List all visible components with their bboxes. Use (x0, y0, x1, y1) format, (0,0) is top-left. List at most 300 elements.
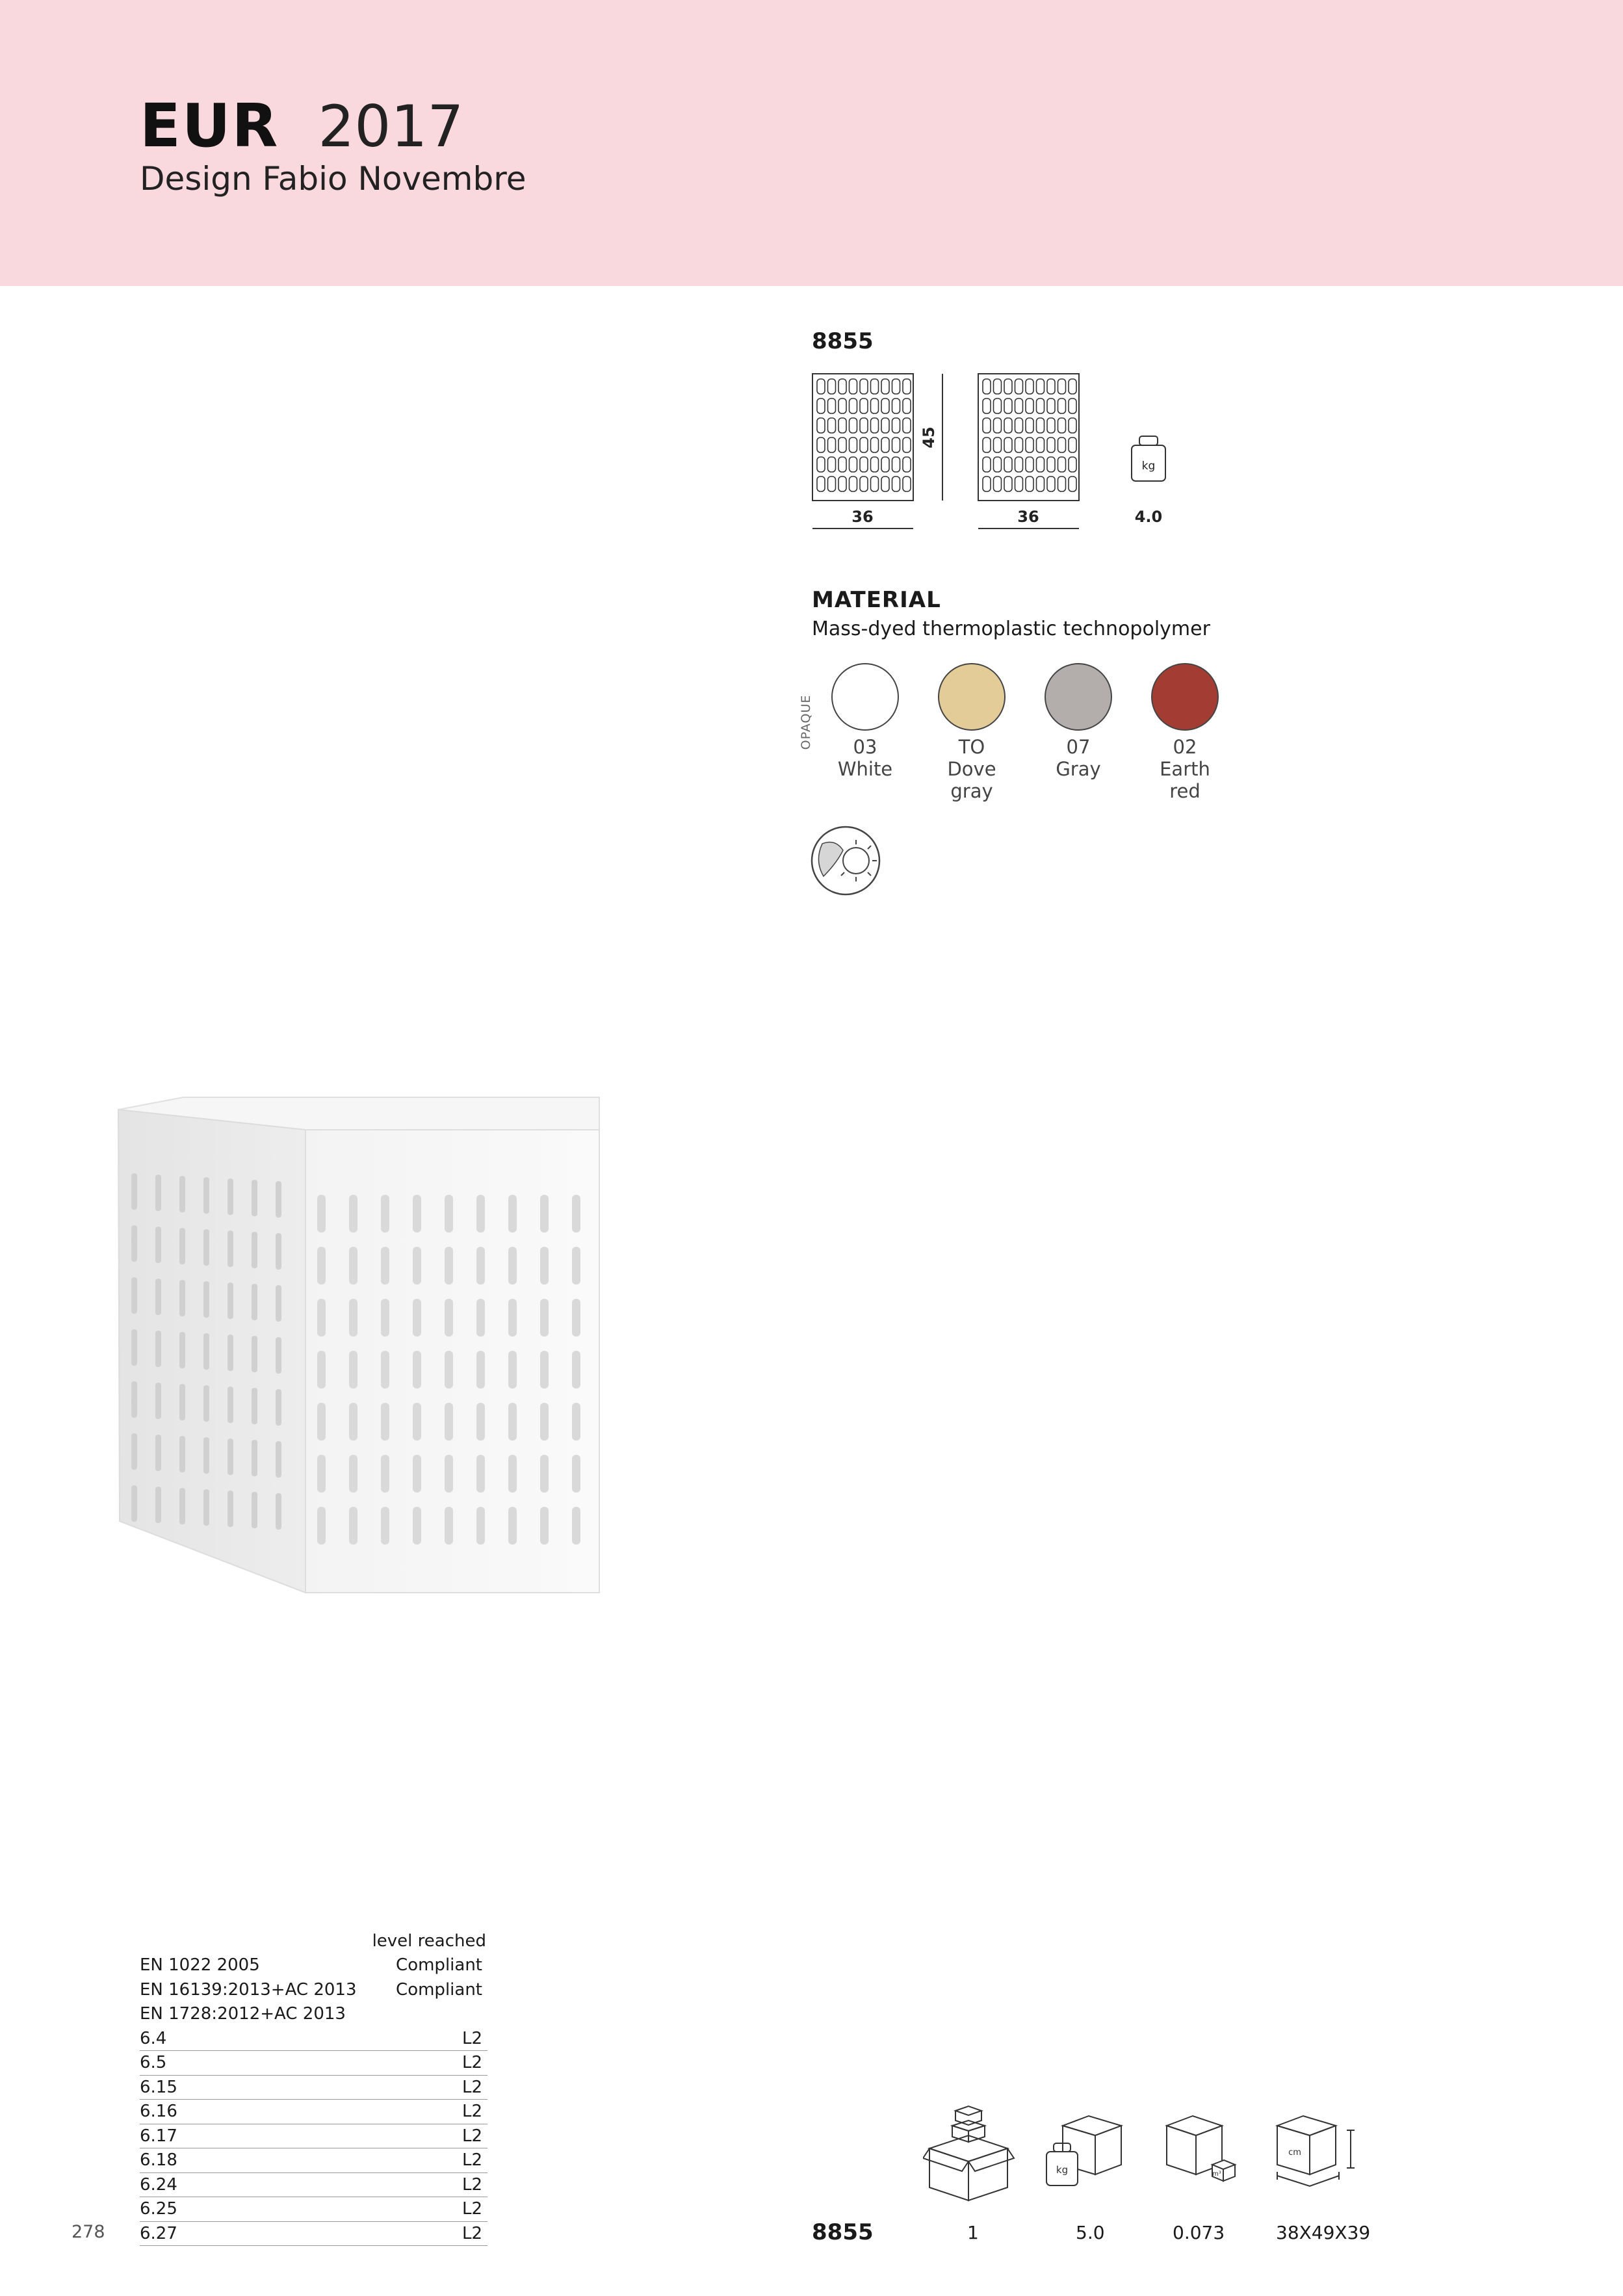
window-recess (381, 1195, 389, 1233)
window-mark (1047, 476, 1055, 491)
color-swatch[interactable] (1023, 663, 1134, 780)
window-mark (850, 418, 857, 433)
window-recess (252, 1180, 257, 1216)
window-mark (860, 476, 868, 491)
test-level: L2 (461, 2223, 482, 2243)
window-mark (892, 476, 900, 491)
window-mark (817, 457, 825, 472)
swatch-code: 02 (1173, 736, 1197, 758)
test-level: L2 (461, 2174, 482, 2195)
packaging-gross-weight: 5.0 (1076, 2222, 1105, 2243)
window-mark (881, 457, 889, 472)
window-recess (413, 1195, 421, 1233)
window-mark (817, 476, 825, 491)
window-mark (903, 418, 911, 433)
window-mark (892, 457, 900, 472)
window-recess (203, 1281, 209, 1318)
window-mark (871, 379, 879, 394)
window-mark (850, 379, 857, 394)
window-mark (994, 437, 1002, 452)
window-mark (1004, 379, 1012, 394)
window-mark (1026, 457, 1033, 472)
window-recess (227, 1231, 233, 1267)
window-mark (850, 437, 857, 452)
window-recess (381, 1247, 389, 1285)
window-recess (227, 1283, 233, 1319)
test-name: 6.18 (140, 2150, 177, 2170)
window-mark (828, 379, 836, 394)
packaging-volume: 0.073 (1173, 2222, 1225, 2243)
window-recess (445, 1403, 453, 1441)
window-mark (838, 418, 846, 433)
test-level: L2 (461, 2199, 482, 2219)
window-mark (903, 398, 911, 413)
test-row (140, 2197, 487, 2222)
standard-row (140, 2002, 487, 2027)
test-row (140, 2051, 487, 2076)
window-recess (252, 1336, 257, 1372)
quantity-per-box-icon (923, 2106, 1014, 2200)
window-recess (131, 1485, 137, 1522)
window-mark (1004, 476, 1012, 491)
window-recess (317, 1247, 326, 1285)
window-mark (1015, 379, 1023, 394)
window-recess (540, 1299, 549, 1337)
window-mark (903, 379, 911, 394)
window-recess (131, 1433, 137, 1470)
window-recess (349, 1247, 357, 1285)
window-recess (155, 1435, 161, 1471)
window-recess (381, 1455, 389, 1493)
window-recess (349, 1299, 357, 1337)
gross-weight-unit: kg (1056, 2164, 1069, 2176)
window-mark (1037, 476, 1045, 491)
window-recess (572, 1455, 580, 1493)
test-name: 6.25 (140, 2199, 177, 2219)
test-level: L2 (461, 2028, 482, 2048)
window-recess (508, 1195, 517, 1233)
window-mark (994, 379, 1002, 394)
window-mark (1058, 476, 1066, 491)
front-width-label: 36 (851, 508, 874, 526)
window-recess (508, 1507, 517, 1545)
swatch-dot (1045, 663, 1112, 731)
window-mark (994, 457, 1002, 472)
window-mark (828, 398, 836, 413)
window-mark (1069, 418, 1076, 433)
window-mark (1058, 398, 1066, 413)
window-mark (1047, 398, 1055, 413)
window-mark (881, 476, 889, 491)
color-swatch[interactable] (916, 663, 1027, 802)
window-mark (1026, 437, 1033, 452)
packaging-quantity: 1 (967, 2222, 979, 2243)
window-mark (1058, 379, 1066, 394)
window-mark (881, 398, 889, 413)
window-mark (983, 437, 991, 452)
window-recess (179, 1176, 185, 1212)
packaging-box-size: 38X49X39 (1276, 2222, 1371, 2243)
window-recess (131, 1277, 137, 1314)
window-mark (1026, 379, 1033, 394)
test-name: 6.17 (140, 2126, 177, 2146)
window-recess (413, 1403, 421, 1441)
window-recess (155, 1331, 161, 1367)
window-recess (413, 1507, 421, 1545)
window-recess (508, 1299, 517, 1337)
window-mark (850, 476, 857, 491)
window-mark (838, 457, 846, 472)
window-recess (155, 1175, 161, 1211)
window-mark (1069, 476, 1076, 491)
window-recess (413, 1299, 421, 1337)
product-title (140, 91, 463, 161)
product-name: EUR (140, 91, 279, 161)
window-mark (1047, 379, 1055, 394)
window-mark (860, 398, 868, 413)
front-view-drawing (812, 374, 913, 528)
test-level: L2 (461, 2102, 482, 2121)
window-mark (850, 457, 857, 472)
page-number: 278 (71, 2222, 105, 2242)
designer-credit: Design Fabio Novembre (140, 160, 526, 198)
window-mark (1015, 457, 1023, 472)
weight-unit-label: kg (1141, 460, 1156, 473)
window-recess (227, 1439, 233, 1475)
test-level: L2 (461, 2150, 482, 2170)
window-recess (131, 1329, 137, 1366)
window-recess (476, 1507, 485, 1545)
window-recess (203, 1437, 209, 1474)
weight-value: 4.0 (1134, 508, 1163, 526)
swatch-name: Earth red (1160, 758, 1210, 802)
window-recess (349, 1455, 357, 1493)
window-recess (445, 1507, 453, 1545)
window-mark (1037, 437, 1045, 452)
window-mark (860, 418, 868, 433)
window-mark (1058, 437, 1066, 452)
window-mark (1026, 418, 1033, 433)
window-recess (203, 1385, 209, 1422)
window-recess (131, 1225, 137, 1262)
window-mark (1047, 457, 1055, 472)
window-mark (1004, 418, 1012, 433)
window-recess (252, 1388, 257, 1424)
window-mark (817, 418, 825, 433)
window-recess (508, 1351, 517, 1389)
window-mark (903, 457, 911, 472)
test-row (140, 2100, 487, 2124)
window-recess (317, 1507, 326, 1545)
window-recess (540, 1351, 549, 1389)
window-mark (860, 457, 868, 472)
box-size-unit: cm (1288, 2148, 1301, 2158)
swatch-code: 03 (853, 736, 877, 758)
window-recess (508, 1455, 517, 1493)
volume-icon (1167, 2116, 1235, 2181)
window-recess (540, 1195, 549, 1233)
window-recess (179, 1384, 185, 1420)
uv-resistance-icon (809, 824, 882, 897)
window-mark (1015, 476, 1023, 491)
window-recess (349, 1351, 357, 1389)
window-mark (1037, 379, 1045, 394)
window-recess (317, 1351, 326, 1389)
window-mark (871, 418, 879, 433)
window-mark (983, 418, 991, 433)
window-mark (903, 437, 911, 452)
window-mark (1047, 418, 1055, 433)
window-mark (1004, 398, 1012, 413)
window-mark (817, 398, 825, 413)
window-mark (1037, 418, 1045, 433)
window-mark (828, 457, 836, 472)
window-recess (317, 1299, 326, 1337)
standard-value: Compliant (396, 1979, 482, 2000)
window-recess (572, 1403, 580, 1441)
window-recess (349, 1507, 357, 1545)
window-mark (983, 398, 991, 413)
window-mark (1004, 457, 1012, 472)
test-name: 6.16 (140, 2102, 177, 2121)
window-mark (1058, 418, 1066, 433)
swatch-dot (831, 663, 899, 731)
window-mark (838, 379, 846, 394)
standard-name: EN 1022 2005 (140, 1955, 260, 1975)
norms-header: level reached (372, 1931, 486, 1951)
test-name: 6.24 (140, 2174, 177, 2195)
window-recess (276, 1337, 281, 1374)
window-recess (179, 1228, 185, 1264)
window-recess (572, 1195, 580, 1233)
window-mark (1037, 398, 1045, 413)
window-recess (155, 1227, 161, 1263)
window-mark (871, 398, 879, 413)
window-mark (994, 418, 1002, 433)
window-recess (413, 1351, 421, 1389)
window-recess (155, 1279, 161, 1315)
window-mark (1069, 398, 1076, 413)
window-recess (179, 1332, 185, 1368)
standard-name: EN 16139:2013+AC 2013 (140, 1979, 357, 2000)
window-recess (445, 1351, 453, 1389)
window-recess (381, 1299, 389, 1337)
window-mark (1015, 418, 1023, 433)
window-mark (1047, 437, 1055, 452)
window-mark (994, 476, 1002, 491)
window-recess (381, 1351, 389, 1389)
window-recess (276, 1233, 281, 1270)
window-mark (1026, 476, 1033, 491)
window-recess (445, 1195, 453, 1233)
window-recess (572, 1351, 580, 1389)
window-mark (1069, 437, 1076, 452)
window-mark (892, 437, 900, 452)
standard-row (140, 1953, 487, 1978)
window-recess (227, 1491, 233, 1527)
window-recess (572, 1507, 580, 1545)
window-recess (476, 1247, 485, 1285)
window-recess (381, 1507, 389, 1545)
window-recess (179, 1280, 185, 1316)
window-recess (540, 1247, 549, 1285)
height-label: 45 (920, 426, 938, 449)
swatch-code: 07 (1066, 736, 1091, 758)
window-recess (540, 1403, 549, 1441)
packaging-icons (923, 2103, 1391, 2207)
window-recess (476, 1403, 485, 1441)
window-mark (1026, 398, 1033, 413)
window-recess (276, 1285, 281, 1322)
window-recess (203, 1333, 209, 1370)
window-recess (476, 1455, 485, 1493)
test-row (140, 2027, 487, 2052)
window-mark (828, 476, 836, 491)
test-row (140, 2076, 487, 2100)
window-recess (572, 1247, 580, 1285)
finish-label: OPAQUE (799, 694, 813, 750)
side-width-label: 36 (1017, 508, 1039, 526)
window-recess (572, 1299, 580, 1337)
window-recess (349, 1403, 357, 1441)
packaging-code: 8855 (812, 2219, 874, 2245)
window-recess (317, 1195, 326, 1233)
dimensions-code: 8855 (812, 328, 874, 354)
window-mark (881, 379, 889, 394)
window-recess (276, 1493, 281, 1530)
test-level: L2 (461, 2126, 482, 2146)
window-recess (131, 1173, 137, 1210)
window-mark (1058, 457, 1066, 472)
window-recess (540, 1507, 549, 1545)
window-recess (227, 1179, 233, 1215)
window-mark (860, 379, 868, 394)
window-recess (203, 1229, 209, 1266)
window-recess (252, 1492, 257, 1528)
window-mark (892, 418, 900, 433)
swatch-name: Gray (1056, 758, 1101, 780)
window-recess (349, 1195, 357, 1233)
window-recess (413, 1455, 421, 1493)
window-recess (413, 1247, 421, 1285)
window-recess (381, 1403, 389, 1441)
weight-icon (1132, 436, 1165, 481)
window-recess (508, 1403, 517, 1441)
window-recess (445, 1247, 453, 1285)
swatch-name: Dove gray (947, 758, 996, 802)
window-recess (317, 1455, 326, 1493)
window-recess (203, 1489, 209, 1526)
test-name: 6.15 (140, 2077, 177, 2097)
side-view-drawing (978, 374, 1079, 528)
volume-unit: m³ (1212, 2171, 1221, 2178)
window-recess (508, 1247, 517, 1285)
window-recess (179, 1488, 185, 1524)
window-mark (817, 437, 825, 452)
product-image (110, 1092, 611, 1599)
window-recess (155, 1487, 161, 1523)
standard-row (140, 1978, 487, 2003)
color-swatch[interactable] (1130, 663, 1240, 802)
product-year: 2017 (318, 93, 464, 160)
color-swatch[interactable] (810, 663, 920, 780)
test-name: 6.5 (140, 2053, 167, 2072)
window-recess (227, 1335, 233, 1371)
window-recess (445, 1455, 453, 1493)
window-mark (1037, 457, 1045, 472)
material-description: Mass-dyed thermoplastic technopolymer (812, 618, 1210, 640)
material-heading: MATERIAL (812, 587, 941, 613)
swatch-code: TO (958, 736, 985, 758)
standard-value: Compliant (396, 1955, 482, 1975)
window-mark (994, 398, 1002, 413)
window-recess (276, 1181, 281, 1218)
window-recess (252, 1232, 257, 1268)
swatch-dot (938, 663, 1006, 731)
window-recess (252, 1284, 257, 1320)
norms-table (140, 1929, 487, 2246)
window-mark (983, 457, 991, 472)
test-name: 6.27 (140, 2223, 177, 2243)
test-level: L2 (461, 2053, 482, 2072)
window-recess (476, 1351, 485, 1389)
window-recess (252, 1440, 257, 1476)
window-mark (983, 476, 991, 491)
swatch-dot (1151, 663, 1219, 731)
window-mark (881, 437, 889, 452)
window-mark (1069, 457, 1076, 472)
window-mark (903, 476, 911, 491)
window-recess (317, 1403, 326, 1441)
window-mark (871, 437, 879, 452)
test-level: L2 (461, 2077, 482, 2097)
window-mark (892, 379, 900, 394)
window-mark (860, 437, 868, 452)
test-row (140, 2173, 487, 2198)
window-mark (871, 476, 879, 491)
swatch-name: White (837, 758, 893, 780)
window-mark (850, 398, 857, 413)
window-mark (1069, 379, 1076, 394)
window-recess (445, 1299, 453, 1337)
window-mark (983, 379, 991, 394)
window-mark (871, 457, 879, 472)
window-recess (227, 1387, 233, 1423)
test-row (140, 2148, 487, 2173)
window-mark (838, 476, 846, 491)
test-row (140, 2222, 487, 2247)
test-row (140, 2124, 487, 2149)
window-mark (881, 418, 889, 433)
dimension-drawings (809, 367, 1212, 536)
window-recess (276, 1441, 281, 1478)
window-mark (828, 437, 836, 452)
window-mark (817, 379, 825, 394)
window-recess (131, 1381, 137, 1418)
window-recess (179, 1436, 185, 1472)
window-mark (838, 437, 846, 452)
window-mark (892, 398, 900, 413)
window-recess (155, 1383, 161, 1419)
window-mark (1004, 437, 1012, 452)
window-recess (540, 1455, 549, 1493)
standard-name: EN 1728:2012+AC 2013 (140, 2004, 346, 2024)
window-mark (1015, 398, 1023, 413)
window-recess (476, 1195, 485, 1233)
window-recess (276, 1389, 281, 1426)
window-mark (1015, 437, 1023, 452)
test-name: 6.4 (140, 2028, 167, 2048)
